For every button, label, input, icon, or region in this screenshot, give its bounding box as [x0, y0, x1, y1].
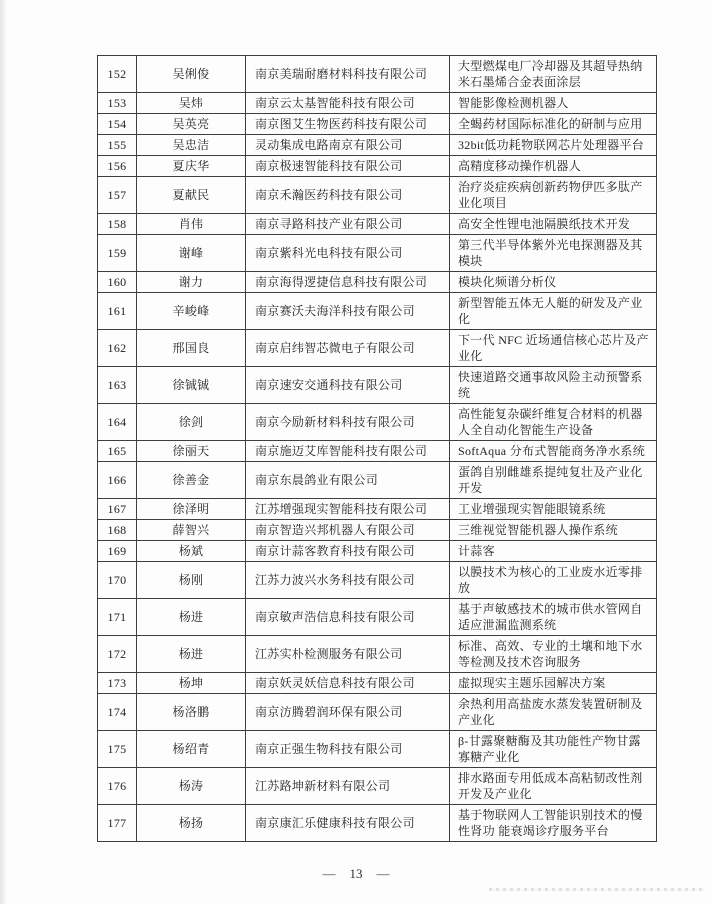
- table-row: [98, 56, 657, 93]
- cell-number: 157: [98, 177, 137, 214]
- cell-name: 徐泽明: [137, 499, 246, 520]
- cell-company: 南京极速智能科技有限公司: [246, 156, 450, 177]
- cell-company: 江苏路坤新材料有限公司: [246, 768, 450, 805]
- table-row: [98, 805, 657, 842]
- cell-name: 徐丽天: [137, 441, 246, 462]
- table-row: [98, 768, 657, 805]
- cell-name: 吴俐俊: [137, 56, 246, 93]
- cell-name: 徐剑: [137, 404, 246, 441]
- cell-project: SoftAqua 分布式智能商务净水系统: [450, 441, 657, 462]
- cell-number: 166: [98, 462, 137, 499]
- cell-company: 南京赛沃夫海洋科技有限公司: [246, 293, 450, 330]
- table-row: [98, 93, 657, 114]
- table-row: [98, 272, 657, 293]
- cell-name: 徐铖铖: [137, 367, 246, 404]
- table-row: [98, 562, 657, 599]
- cell-name: 肖伟: [137, 214, 246, 235]
- cell-company: 南京美瑞耐磨材料科技有限公司: [246, 56, 450, 93]
- cell-number: 176: [98, 768, 137, 805]
- cell-number: 175: [98, 731, 137, 768]
- table-row: [98, 177, 657, 214]
- cell-number: 169: [98, 541, 137, 562]
- cell-company: 南京海得逻捷信息科技有限公司: [246, 272, 450, 293]
- cell-project: β-甘露聚糖酶及其功能性产物甘露寡糖产业化: [450, 731, 657, 768]
- cell-project: 计蒜客: [450, 541, 657, 562]
- cell-number: 172: [98, 636, 137, 673]
- table-row: [98, 694, 657, 731]
- cell-name: 谢力: [137, 272, 246, 293]
- cell-company: 南京计蒜客教育科技有限公司: [246, 541, 450, 562]
- table-row: [98, 114, 657, 135]
- cell-company: 江苏实朴检测服务有限公司: [246, 636, 450, 673]
- cell-company: 南京紫科光电科技有限公司: [246, 235, 450, 272]
- cell-number: 152: [98, 56, 137, 93]
- cell-project: 基于声敏感技术的城市供水管网自适应泄漏监测系统: [450, 599, 657, 636]
- cell-number: 165: [98, 441, 137, 462]
- cell-company: 南京汸腾碧润环保有限公司: [246, 694, 450, 731]
- cell-company: 江苏力波兴水务科技有限公司: [246, 562, 450, 599]
- table-row: [98, 404, 657, 441]
- cell-name: 杨刚: [137, 562, 246, 599]
- cell-number: 163: [98, 367, 137, 404]
- cell-project: 蛋鸽自别雌雄系提纯复壮及产业化开发: [450, 462, 657, 499]
- table-body: [98, 56, 657, 842]
- cell-name: 邢国良: [137, 330, 246, 367]
- cell-number: 173: [98, 673, 137, 694]
- scan-artifact-streak: [489, 888, 704, 891]
- cell-number: 161: [98, 293, 137, 330]
- cell-project: 高精度移动操作机器人: [450, 156, 657, 177]
- cell-name: 辛峻峰: [137, 293, 246, 330]
- table-row: [98, 367, 657, 404]
- cell-project: 智能影像检测机器人: [450, 93, 657, 114]
- cell-project: 下一代 NFC 近场通信核心芯片及产业化: [450, 330, 657, 367]
- cell-company: 南京康汇乐健康科技有限公司: [246, 805, 450, 842]
- cell-company: 南京东晨鸽业有限公司: [246, 462, 450, 499]
- cell-project: 32bit低功耗物联网芯片处理器平台: [450, 135, 657, 156]
- cell-name: 杨绍青: [137, 731, 246, 768]
- cell-number: 160: [98, 272, 137, 293]
- cell-project: 排水路面专用低成本高粘韧改性剂开发及产业化: [450, 768, 657, 805]
- table-row: [98, 441, 657, 462]
- cell-name: 杨洛鹏: [137, 694, 246, 731]
- table-row: [98, 673, 657, 694]
- cell-company: 南京妖灵妖信息科技有限公司: [246, 673, 450, 694]
- table-row: [98, 520, 657, 541]
- cell-project: 标准、高效、专业的土壤和地下水等检测及技术咨询服务: [450, 636, 657, 673]
- cell-number: 171: [98, 599, 137, 636]
- cell-number: 170: [98, 562, 137, 599]
- cell-name: 杨斌: [137, 541, 246, 562]
- cell-number: 158: [98, 214, 137, 235]
- cell-project: 全蝎药材国际标准化的研制与应用: [450, 114, 657, 135]
- footer-dash-left: —: [322, 866, 336, 881]
- cell-company: 南京禾瀚医药科技有限公司: [246, 177, 450, 214]
- table-row: [98, 135, 657, 156]
- table-row: [98, 235, 657, 272]
- cell-name: 吴炜: [137, 93, 246, 114]
- table-row: [98, 156, 657, 177]
- cell-number: 167: [98, 499, 137, 520]
- cell-number: 177: [98, 805, 137, 842]
- table-row: [98, 541, 657, 562]
- cell-company: 南京云太基智能科技有限公司: [246, 93, 450, 114]
- cell-name: 谢峰: [137, 235, 246, 272]
- cell-company: 南京智造兴邦机器人有限公司: [246, 520, 450, 541]
- cell-name: 薛智兴: [137, 520, 246, 541]
- cell-company: 南京正强生物科技有限公司: [246, 731, 450, 768]
- cell-project: 治疗炎症疾病创新药物伊匹多肽产业化项目: [450, 177, 657, 214]
- cell-number: 153: [98, 93, 137, 114]
- footer-dash-right: —: [376, 866, 390, 881]
- cell-company: 南京今励新材料科技有限公司: [246, 404, 450, 441]
- cell-project: 以膜技术为核心的工业废水近零排放: [450, 562, 657, 599]
- page-footer: [0, 866, 712, 882]
- applicants-table: [97, 55, 657, 842]
- table-row: [98, 599, 657, 636]
- cell-name: 夏献民: [137, 177, 246, 214]
- cell-project: 快速道路交通事故风险主动预警系统: [450, 367, 657, 404]
- cell-project: 第三代半导体紫外光电探测器及其模块: [450, 235, 657, 272]
- cell-project: 模块化频谱分析仪: [450, 272, 657, 293]
- table-row: [98, 330, 657, 367]
- cell-project: 大型燃煤电厂冷却器及其超导热纳米石墨烯合金表面涂层: [450, 56, 657, 93]
- table-row: [98, 293, 657, 330]
- cell-name: 徐善金: [137, 462, 246, 499]
- table-row: [98, 731, 657, 768]
- cell-name: 夏庆华: [137, 156, 246, 177]
- cell-name: 杨进: [137, 599, 246, 636]
- cell-name: 杨进: [137, 636, 246, 673]
- cell-name: 杨涛: [137, 768, 246, 805]
- table-row: [98, 499, 657, 520]
- cell-number: 168: [98, 520, 137, 541]
- cell-number: 154: [98, 114, 137, 135]
- cell-company: 南京图艾生物医药科技有限公司: [246, 114, 450, 135]
- cell-company: 江苏增强现实智能科技有限公司: [246, 499, 450, 520]
- cell-project: 高安全性锂电池隔膜纸技术开发: [450, 214, 657, 235]
- table-row: [98, 462, 657, 499]
- table-row: [98, 214, 657, 235]
- cell-project: 余热利用高盐废水蒸发装置研制及产业化: [450, 694, 657, 731]
- cell-name: 杨扬: [137, 805, 246, 842]
- cell-number: 156: [98, 156, 137, 177]
- cell-company: 南京施迈艾库智能科技有限公司: [246, 441, 450, 462]
- cell-company: 灵动集成电路南京有限公司: [246, 135, 450, 156]
- page-number: 13: [349, 866, 363, 881]
- cell-project: 基于物联网人工智能识别技术的慢性肾功 能衰竭诊疗服务平台: [450, 805, 657, 842]
- cell-name: 杨坤: [137, 673, 246, 694]
- cell-project: 工业增强现实智能眼镜系统: [450, 499, 657, 520]
- cell-company: 南京速安交通科技有限公司: [246, 367, 450, 404]
- cell-project: 三维视觉智能机器人操作系统: [450, 520, 657, 541]
- cell-name: 吴英亮: [137, 114, 246, 135]
- table-row: [98, 636, 657, 673]
- cell-number: 159: [98, 235, 137, 272]
- cell-number: 174: [98, 694, 137, 731]
- cell-company: 南京寻路科技产业有限公司: [246, 214, 450, 235]
- cell-project: 新型智能五体无人艇的研发及产业化: [450, 293, 657, 330]
- cell-project: 虚拟现实主题乐园解决方案: [450, 673, 657, 694]
- cell-company: 南京启纬智芯微电子有限公司: [246, 330, 450, 367]
- cell-name: 吴忠洁: [137, 135, 246, 156]
- cell-project: 高性能复杂碳纤维复合材料的机器人全自动化智能生产设备: [450, 404, 657, 441]
- cell-company: 南京敏声浩信息科技有限公司: [246, 599, 450, 636]
- cell-number: 162: [98, 330, 137, 367]
- cell-number: 164: [98, 404, 137, 441]
- cell-number: 155: [98, 135, 137, 156]
